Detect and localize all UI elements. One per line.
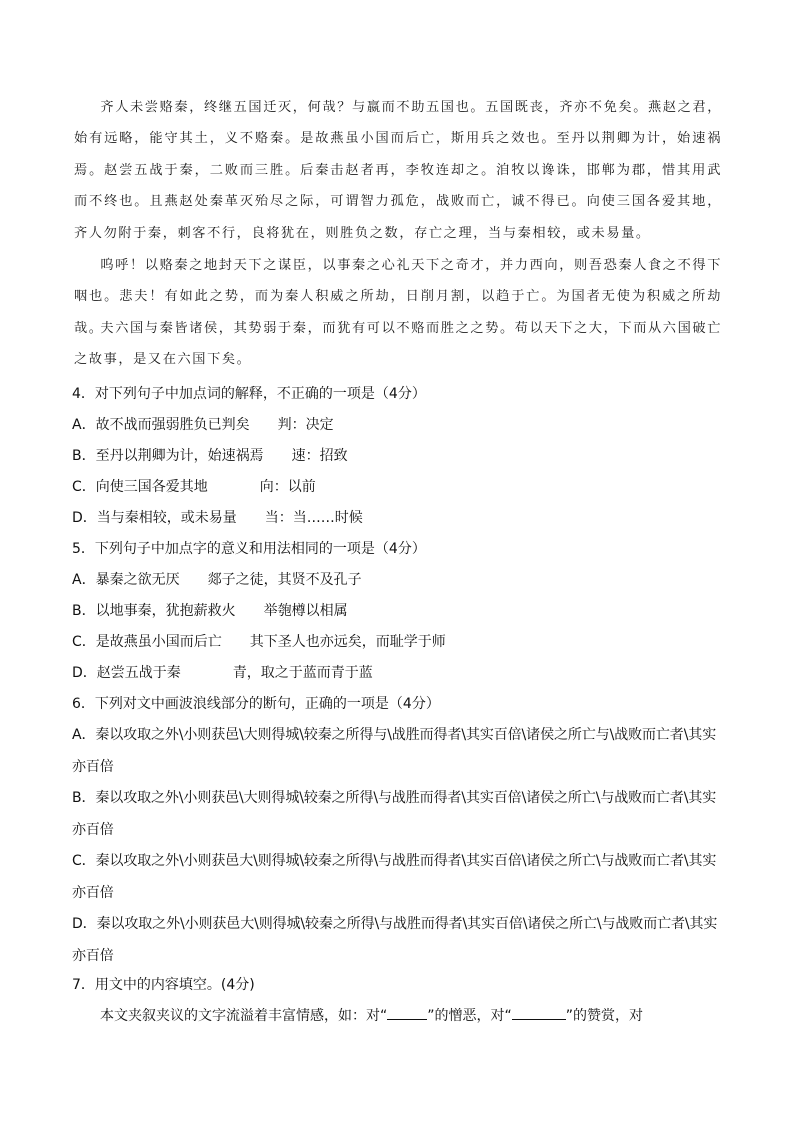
question-4-option-c — [72, 472, 724, 504]
question-7-stem: 7．用文中的内容填空。(4分) — [72, 977, 255, 993]
option-sentence: A．故不战而强弱胜负已判矣 — [72, 417, 250, 433]
option-sentence: D．赵尝五战于秦 — [72, 665, 181, 681]
question-5-option-b — [72, 596, 724, 628]
question-6-option-c: C．秦以攻取之外\小则获邑大\则得城\较秦之所得\与战胜而得者\其实百倍\诸侯之所亡\与战败而亡者\其实亦百倍 — [72, 853, 717, 901]
passage-paragraph-2: 呜呼！以赂秦之地封天下之谋臣，以事秦之心礼天下之奇才，并力西向，则吾恐秦人食之不得下咽也。悲夫！有如此之势，而为秦人积威之所劫，日削月割，以趋于亡。为国者无使为积威之所劫哉。 — [74, 258, 722, 336]
question-4-option-a — [72, 410, 724, 442]
question-6-option-b: B．秦以攻取之外\小则获邑\大则得城\较秦之所得\与战胜而得者\其实百倍\诸侯之所亡\与战败而亡者\其实亦百倍 — [72, 790, 717, 838]
question-5-option-c — [72, 627, 724, 659]
option-gloss: 判：决定 — [277, 417, 334, 433]
question-6-stem: 6．下列对文中画波浪线部分的断句，正确的一项是（4分） — [72, 696, 440, 712]
passage-paragraph-3: 夫六国与秦皆诸侯，其势弱于秦，而犹有可以不赂而胜之之势。苟以天下之大，下而从六国破亡之故事，是又在六国下矣。 — [74, 321, 722, 368]
option-sentence: C．是故燕虽小国而后亡 — [72, 634, 222, 650]
passage-paragraph-1: 齐人未尝赂秦，终继五国迁灭，何哉？与嬴而不助五国也。五国既丧，齐亦不免矣。燕赵之君，始有远略，能守其土，义不赂秦。是故燕虽小国而后亡，斯用兵之效也。至丹以荆卿为计，始速祸焉。赵尝五战于秦，二败而三胜。后秦击赵者再，李牧连却之。洎牧以谗诛，邯郸为郡，惜其用武而不终也。且燕赵处秦革灭殆尽之际，可谓智力孤危，战败而亡，诚不得已。向使三国各爱其地，齐人勿附于秦，刺客不行，良将犹在，则胜负之数，存亡之理，当与秦相较，或未易量。 — [74, 100, 722, 241]
option-sentence: D．当与秦相较，或未易量 — [72, 510, 237, 526]
option-gloss: 举匏樽以相属 — [263, 603, 348, 619]
question-6-option-a: A．秦以攻取之外\小则获邑\大则得城\较秦之所得与\战胜而得者\其实百倍\诸侯之所亡与\战败而亡者\其实亦百倍 — [72, 727, 717, 775]
fill-text-c: ”的赞赏，对 — [565, 1008, 644, 1024]
answer-blank-1[interactable] — [387, 1007, 427, 1020]
fill-text-a: 本文夹叙夹议的文字流溢着丰富情感，如：对“ — [100, 1008, 388, 1024]
question-5-stem: 5．下列句子中加点字的意义和用法相同的一项是（4分） — [72, 541, 426, 557]
question-7-fill-text — [72, 1001, 724, 1033]
option-sentence: B．至丹以荆卿为计，始速祸焉 — [72, 448, 264, 464]
option-gloss: 青，取之于蓝而青于蓝 — [232, 665, 373, 681]
option-gloss: 其下圣人也亦远矣，而耻学于师 — [249, 634, 446, 650]
fill-text-b: ”的憎恶，对“ — [427, 1008, 512, 1024]
question-5-option-a — [72, 565, 724, 597]
option-gloss: 当：当……时候 — [264, 510, 363, 526]
answer-blank-2[interactable] — [512, 1007, 566, 1020]
option-sentence: A．暴秦之欲无厌 — [72, 572, 180, 588]
option-gloss: 郯子之徒，其贤不及孔子 — [207, 572, 362, 588]
question-4-option-d — [72, 503, 724, 535]
option-gloss: 速：招致 — [291, 448, 348, 464]
question-4-stem: 4．对下列句子中加点词的解释，不正确的一项是（4分） — [72, 386, 426, 402]
question-5-option-d — [72, 658, 724, 690]
option-gloss: 向：以前 — [259, 479, 316, 495]
question-6-option-d: D．秦以攻取之外\小则获邑大\则得城\较秦之所得\与战胜而得者\其实百倍\诸侯之所亡\与战败而亡者\其实亦百倍 — [72, 916, 718, 964]
option-sentence: C．向使三国各爱其地 — [72, 479, 208, 495]
question-4-option-b — [72, 441, 724, 473]
option-sentence: B．以地事秦，犹抱薪救火 — [72, 603, 236, 619]
